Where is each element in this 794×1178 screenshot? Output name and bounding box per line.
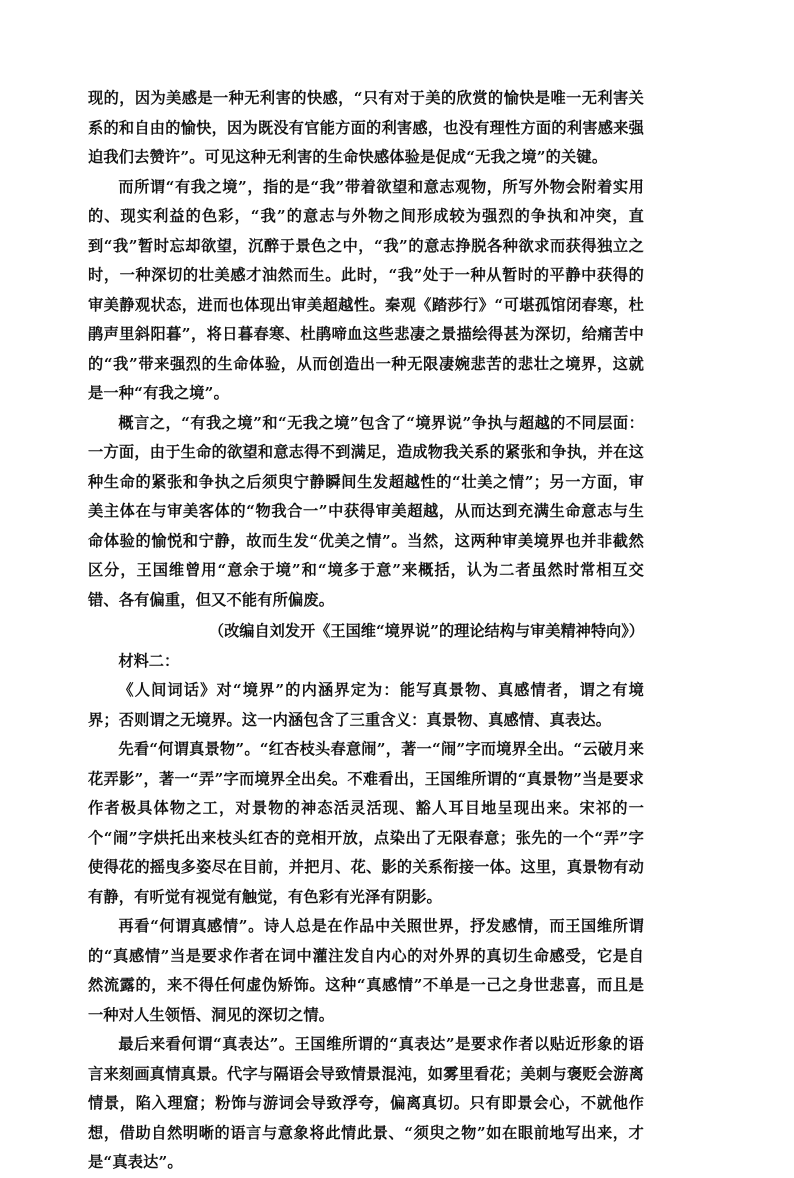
section-heading-material-2: 材料二： [118,651,180,670]
paragraph-2: 而所谓“有我之境”，指的是“我”带着欲望和意志观物，所写外物会附着实用的、现实利益的色彩，“我”的意志与外物之间形成较为强烈的争执和冲突，直到“我”暂时忘却欲望，沉醉于景色之中，“我”的意志挣脱各种欲求而获得独立之时，一种深切的壮美感才油然而生。此时，“我”处于一种从暂时的平静中获得的审美静观状态，进而也体现出审美超越性。秦观《踏莎行》“可堪孤馆闭春寒，杜鹃声里斜阳暮”，将日暮春寒、杜鹃啼血这些悲凄之景描绘得甚为深切，给痛苦中的“我”带来强烈的生命体验，从而创造出一种无限凄婉悲苦的悲壮之境界，这就是一种“有我之境”。 [88,177,644,402]
paragraph-6: 再看“何谓真感情”。诗人总是在作品中关照世界，抒发感情，而王国维所谓的“真感情”当是要求作者在词中灌注发自内心的对外界的真切生命感受，它是自然流露的，来不得任何虚伪矫饰。这种“真感情”不单是一己之身世悲喜，而且是一种对人生领悟、洞见的深切之情。 [88,917,644,1024]
paragraph-7: 最后来看何谓“真表达”。王国维所谓的“真表达”是要求作者以贴近形象的语言来刻画真情真景。代字与隔语会导致情景混沌，如雾里看花；美刺与褒贬会游离情景，陷入理窟；粉饰与游词会导致浮夸，偏离真切。只有即景会心，不就他作想，借助自然明晰的语言与意象将此情此景、“须臾之物”如在眼前地写出来，才是“真表达”。 [88,1035,644,1171]
paragraph-3: 概言之，“有我之境”和“无我之境”包含了“境界说”争执与超越的不同层面：一方面，由于生命的欲望和意志得不到满足，造成物我关系的紧张和争执，并在这种生命的紧张和争执之后须臾宁静瞬间生发超越性的“壮美之情”；另一方面，审美主体在与审美客体的“物我合一”中获得审美超越，从而达到充满生命意志与生命体验的愉悦和宁静，故而生发“优美之情”。当然，这两种审美境界也并非截然区分，王国维曾用“意余于境”和“境多于意”来概括，认为二者虽然时常相互交错、各有偏重，但又不能有所偏废。 [88,413,644,609]
paragraph-1: 现的，因为美感是一种无利害的快感，“只有对于美的欣赏的愉快是唯一无利害关系的和自由的愉快，因为既没有官能方面的利害感，也没有理性方面的利害感来强迫我们去赞许”。可见这种无利害的生命快感体验是促成“无我之境”的关键。 [88,89,644,166]
paragraph-5: 先看“何谓真景物”。“红杏枝头春意闹”，著一“闹”字而境界全出。“云破月来花弄影”，著一“弄”字而境界全出矣。不难看出，王国维所谓的“真景物”当是要求作者极具体物之工，对景物的神态活灵活现、豁人耳目地呈现出来。宋祁的一个“闹”字烘托出来枝头红杏的竞相开放，点染出了无限春意；张先的一个“弄”字使得花的摇曳多姿尽在目前，并把月、花、影的关系衔接一体。这里，真景物有动有静，有听觉有视觉有触觉，有色彩有光泽有阴影。 [88,740,644,906]
source-citation: （改编自刘发开《王国维“境界说”的理论结构与审美精神特向》） [208,622,644,640]
paragraph-4: 《人间词话》对“境界”的内涵界定为：能写真景物、真感情者，谓之有境界；否则谓之无境界。这一内涵包含了三重含义：真景物、真感情、真表达。 [88,681,644,729]
